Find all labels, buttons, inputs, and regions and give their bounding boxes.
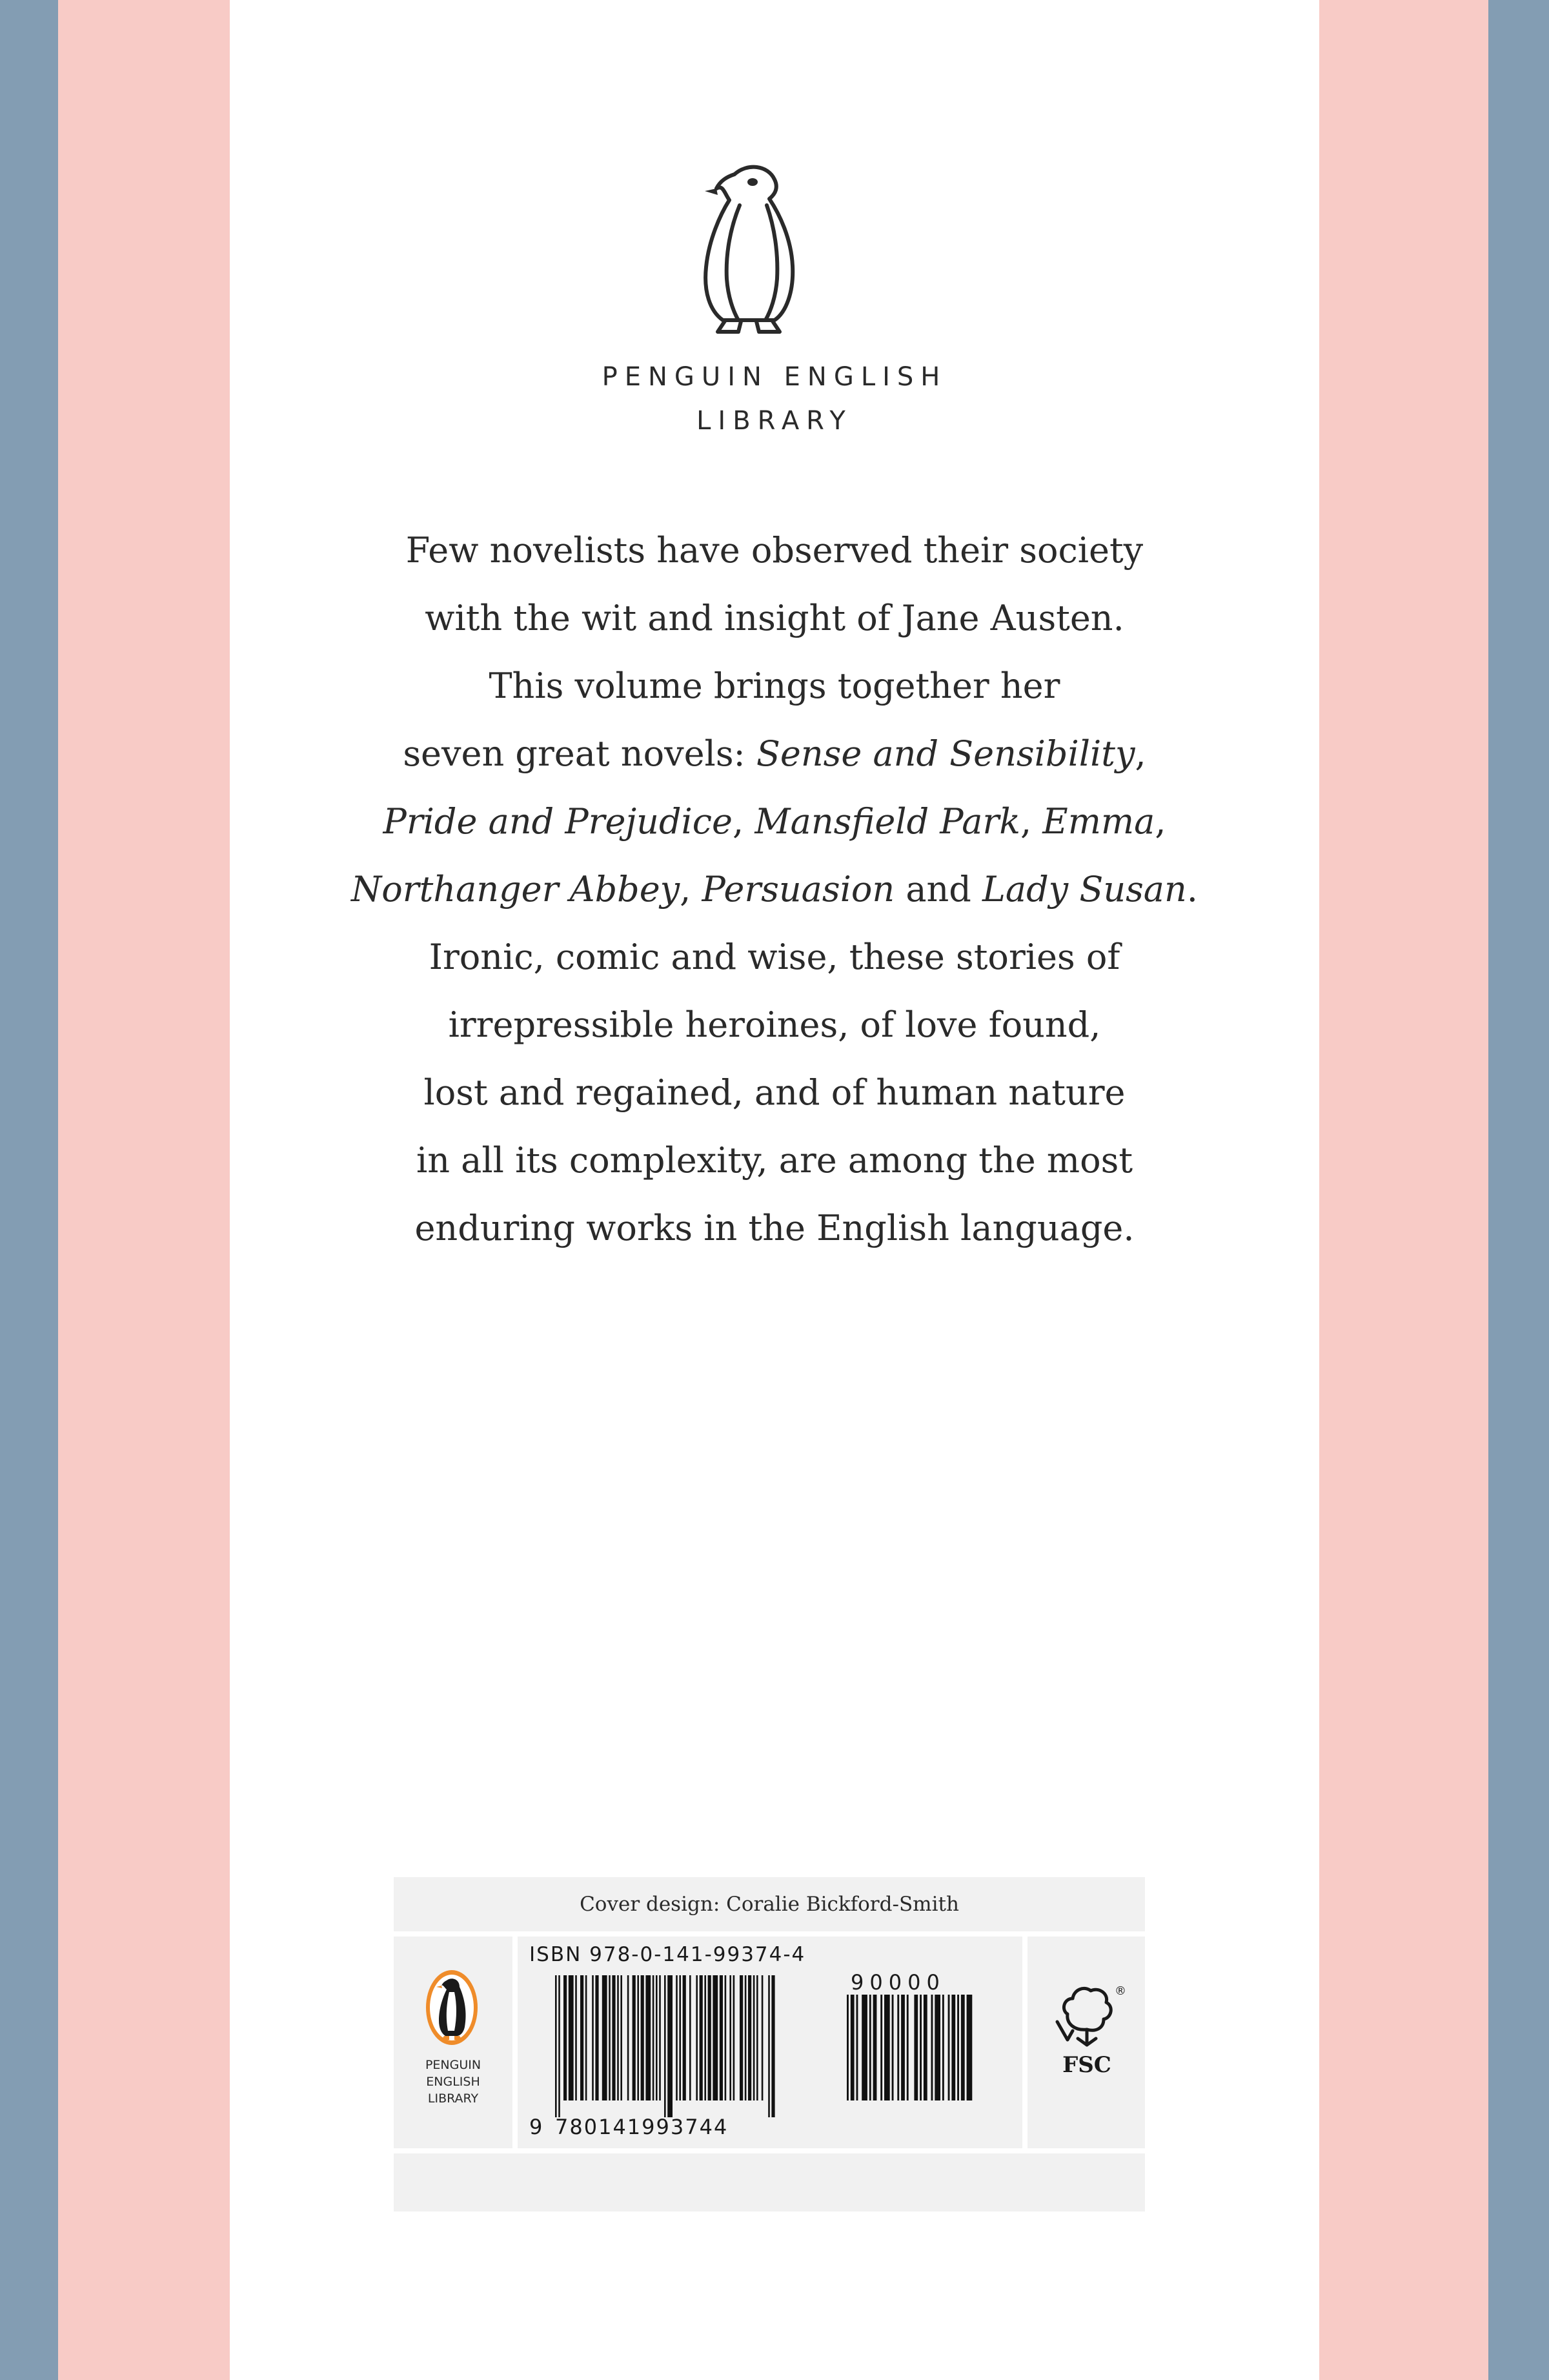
barcode-bar — [924, 1995, 927, 2100]
blurb-line4-post: , — [1135, 733, 1146, 774]
blurb-line2: with the wit and insight of Jane Austen. — [425, 598, 1124, 638]
blurb-line7: Ironic, comic and wise, these stories of — [429, 937, 1120, 977]
barcode-bar — [609, 1975, 611, 2100]
barcode-bar — [753, 1975, 755, 2100]
panel-divider — [394, 1931, 1145, 1937]
barcode-bar — [907, 1995, 909, 2100]
barcode-bar — [569, 1975, 574, 2100]
barcode-bar — [592, 1975, 594, 2100]
barcode-bar — [676, 1975, 678, 2100]
barcode-bar — [659, 1975, 661, 2100]
barcode-bar — [951, 1995, 955, 2100]
barcode-bar — [942, 1995, 944, 2100]
penguin-badge-icon — [425, 1969, 479, 2046]
blurb-line9: lost and regained, and of human nature — [423, 1072, 1126, 1113]
blurb-line8: irrepressible heroines, of love found, — [448, 1004, 1101, 1045]
title-mansfield-park: Mansfield Park — [754, 801, 1020, 842]
barcode-bar — [637, 1975, 639, 2100]
outer-band-right — [1488, 0, 1549, 2380]
barcode-bar — [725, 1975, 727, 2100]
barcode-bar — [696, 1975, 698, 2100]
barcode-bar — [771, 1975, 774, 2117]
blurb-line5-sep1: , — [733, 801, 755, 842]
barcode-bar — [585, 1975, 587, 2100]
barcode-bar — [931, 1995, 933, 2100]
barcode-bar — [689, 1975, 691, 2100]
barcode-bar — [595, 1975, 598, 2100]
barcode-bar — [935, 1995, 940, 2100]
barcode-bar — [679, 1975, 681, 2100]
barcode-bar — [884, 1995, 890, 2100]
barcode-bar — [558, 1975, 560, 2117]
barcode-panel — [394, 1877, 1145, 2212]
barcode-bar — [627, 1975, 629, 2100]
fsc-logo — [1028, 1937, 1145, 2148]
barcode-bar — [892, 1995, 894, 2100]
barcode-bar — [612, 1975, 615, 2100]
barcode-bar — [641, 1975, 644, 2100]
fsc-tree-icon — [1042, 1982, 1132, 2079]
title-emma: Emma — [1042, 801, 1155, 842]
barcode-bar — [762, 1975, 764, 2100]
barcode-bar — [862, 1995, 867, 2100]
blurb-line6-sep1: , — [680, 869, 702, 910]
barcode-bar — [748, 1975, 751, 2100]
blurb-line10: in all its complexity, are among the most — [416, 1140, 1133, 1181]
title-pride-and-prejudice: Pride and Prejudice — [383, 801, 733, 842]
publisher-badge — [394, 1937, 512, 2148]
barcode-bar — [869, 1995, 871, 2100]
panel-separator — [1022, 1937, 1028, 2148]
fsc-registered: ® — [1115, 1984, 1126, 1998]
barcode-bar — [575, 1975, 577, 2100]
badge-line3: LIBRARY — [427, 2091, 479, 2106]
barcode-area — [518, 1937, 1022, 2148]
blurb — [284, 516, 1265, 1262]
addon-number: 90000 — [851, 1970, 946, 1995]
blurb-line5-post: , — [1155, 801, 1166, 842]
barcode-bar — [620, 1975, 622, 2100]
barcode-bar — [880, 1995, 882, 2100]
barcode-bar — [901, 1995, 905, 2100]
imprint-line1: PENGUIN ENGLISH — [602, 362, 947, 392]
barcode-bar — [656, 1975, 658, 2100]
outer-band-left — [0, 0, 58, 2380]
blurb-line3: This volume brings together her — [489, 666, 1060, 706]
barcode-bar — [653, 1975, 654, 2100]
blurb-line6-sep2: and — [895, 869, 983, 910]
barcode-bar — [645, 1975, 651, 2100]
blurb-line6-post: . — [1186, 869, 1198, 910]
panel-separator — [512, 1937, 518, 2148]
barcode-bar — [617, 1975, 619, 2100]
imprint — [387, 355, 1162, 443]
badge-line2: ENGLISH — [426, 2075, 480, 2089]
barcode-bar — [756, 1975, 758, 2100]
barcode-bar — [851, 1995, 855, 2100]
blurb-line4 — [284, 720, 1265, 788]
badge-line1: PENGUIN — [425, 2058, 481, 2072]
ean-digits-rest: 780141993744 — [555, 2115, 729, 2139]
ean-barcode — [555, 1975, 785, 2117]
barcode-bar — [873, 1995, 877, 2100]
penguin-icon — [684, 163, 813, 337]
barcode-bar — [920, 1995, 922, 2100]
barcode-bar — [704, 1975, 706, 2100]
barcode-bar — [948, 1995, 950, 2100]
barcode-bar — [847, 1995, 849, 2100]
barcode-bar — [713, 1975, 718, 2100]
inner-band-left — [58, 0, 230, 2380]
inner-band-right — [1319, 0, 1488, 2380]
barcode-bar — [602, 1975, 607, 2100]
barcode-bar — [664, 1975, 666, 2117]
barcode-bar — [967, 1995, 973, 2100]
blurb-line6 — [284, 855, 1265, 923]
blurb-line11: enduring works in the English language. — [414, 1208, 1135, 1248]
barcode-bar — [957, 1995, 959, 2100]
badge-text — [394, 2057, 512, 2107]
title-lady-susan: Lady Susan — [982, 869, 1187, 910]
barcode-bar — [700, 1975, 703, 2100]
barcode-bar — [720, 1975, 723, 2100]
title-northanger-abbey: Northanger Abbey — [351, 869, 680, 910]
barcode-bar — [733, 1975, 735, 2100]
fsc-label: FSC — [1062, 2052, 1111, 2078]
barcode-bar — [563, 1975, 567, 2100]
barcode-bar — [856, 1995, 858, 2100]
blurb-line5-sep2: , — [1020, 801, 1043, 842]
barcode-bar — [580, 1975, 583, 2100]
blurb-line4-pre: seven great novels: — [403, 733, 756, 774]
barcode-bar — [745, 1975, 747, 2100]
barcode-bar — [897, 1995, 899, 2100]
blurb-line1: Few novelists have observed their society — [405, 530, 1144, 571]
barcode-bar — [914, 1995, 918, 2100]
isbn-label: ISBN 978-0-141-99374-4 — [529, 1943, 806, 1966]
barcode-bar — [555, 1975, 557, 2117]
barcode-bar — [729, 1975, 731, 2100]
barcode-bar — [708, 1975, 711, 2100]
barcode-bar — [740, 1975, 743, 2100]
title-sense-and-sensibility: Sense and Sensibility — [756, 733, 1135, 774]
ean-first-digit: 9 — [529, 2115, 543, 2139]
addon-barcode — [847, 1995, 976, 2117]
blurb-line5 — [284, 788, 1265, 855]
barcode-bar — [633, 1975, 636, 2100]
imprint-line2: LIBRARY — [696, 406, 853, 436]
barcode-bar — [768, 1975, 770, 2117]
barcode-bar — [683, 1975, 686, 2100]
barcode-bar — [961, 1995, 965, 2100]
barcode-bar — [667, 1975, 673, 2117]
title-persuasion: Persuasion — [702, 869, 895, 910]
cover-design-credit: Cover design: Coralie Bickford-Smith — [580, 1893, 959, 1916]
panel-divider — [394, 2148, 1145, 2153]
